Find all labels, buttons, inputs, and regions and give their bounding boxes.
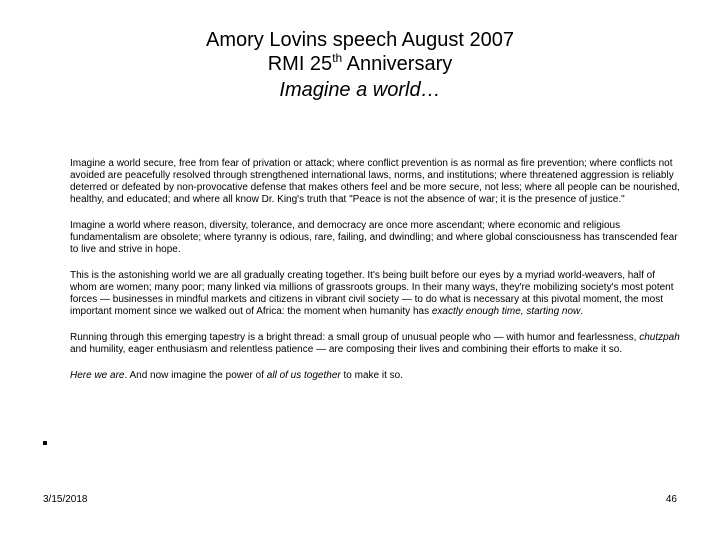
title-line-2 (0, 52, 720, 78)
paragraph-3-emphasis: exactly enough time, starting now (431, 306, 581, 317)
paragraph-3-end: . (580, 306, 584, 317)
title-line-2-prefix: RMI 25 (267, 53, 333, 75)
paragraph-4-emphasis: chutzpah (639, 332, 680, 343)
paragraph-2: Imagine a world where reason, diversity, tolerance, and democracy are once more ascendant; where economic and religious fundamentalism are obsolete; where tyranny is odious, rare, failing, and dwindling; and where global consciousness has transcended fear to live and strive in hope. (70, 220, 678, 255)
slide-body (70, 158, 680, 396)
paragraph-1: Imagine a world secure, free from fear of privation or attack; where conflict prevention is as normal as fire prevention; where conflicts not avoided are peacefully resolved through strengthened international laws, norms, and institutions; where threatened aggression is reliably deterred or defeated by non-provocative defense that makes others feel and be more secure, not less; where all people can be nourished, healthy, and educated; and where all know Dr. King's truth that "Peace is not the absence of war; it is the presence of justice." (70, 158, 680, 205)
footer-date: 3/15/2018 (43, 494, 88, 505)
paragraph-5-emphasis-1: Here we are (70, 370, 125, 381)
title-line-1: Amory Lovins speech August 2007 (206, 29, 514, 51)
paragraph-4 (70, 332, 680, 356)
paragraph-5-emphasis-2: all of us together (266, 370, 341, 381)
title-line-2-superscript: th (332, 51, 343, 65)
paragraph-4-text-b: and humility, eager enthusiasm and relentless patience — are composing their lives and combining their efforts to make it so. (70, 344, 623, 355)
paragraph-5-end: to make it so. (340, 370, 403, 381)
slide-title (0, 28, 720, 102)
title-line-2-suffix: Anniversary (342, 53, 453, 75)
paragraph-4-text-a: Running through this emerging tapestry is a bright thread: a small group of unusual people who — with humor and fearlessness, (70, 332, 640, 343)
footer-page-number: 46 (665, 494, 677, 505)
bullet-marker (43, 441, 47, 445)
paragraph-3 (70, 270, 680, 318)
paragraph-5-text-mid: . And now imagine the power of (124, 370, 267, 381)
paragraph-5 (70, 370, 680, 382)
title-line-3: Imagine a world… (279, 79, 441, 101)
paragraph-3-text: This is the astonishing world we are all gradually creating together. It's being built before our eyes by a myriad world-weavers, half of whom are women; many poor; many linked via millions of grassroots groups. In their many ways, they're mobilizing society's most potent forces — businesses in mindful markets and citizens in vibrant civil society — to do what is necessary at this pivotal moment, the most important moment since we walked out of Africa: the moment when humanity has (70, 270, 674, 317)
